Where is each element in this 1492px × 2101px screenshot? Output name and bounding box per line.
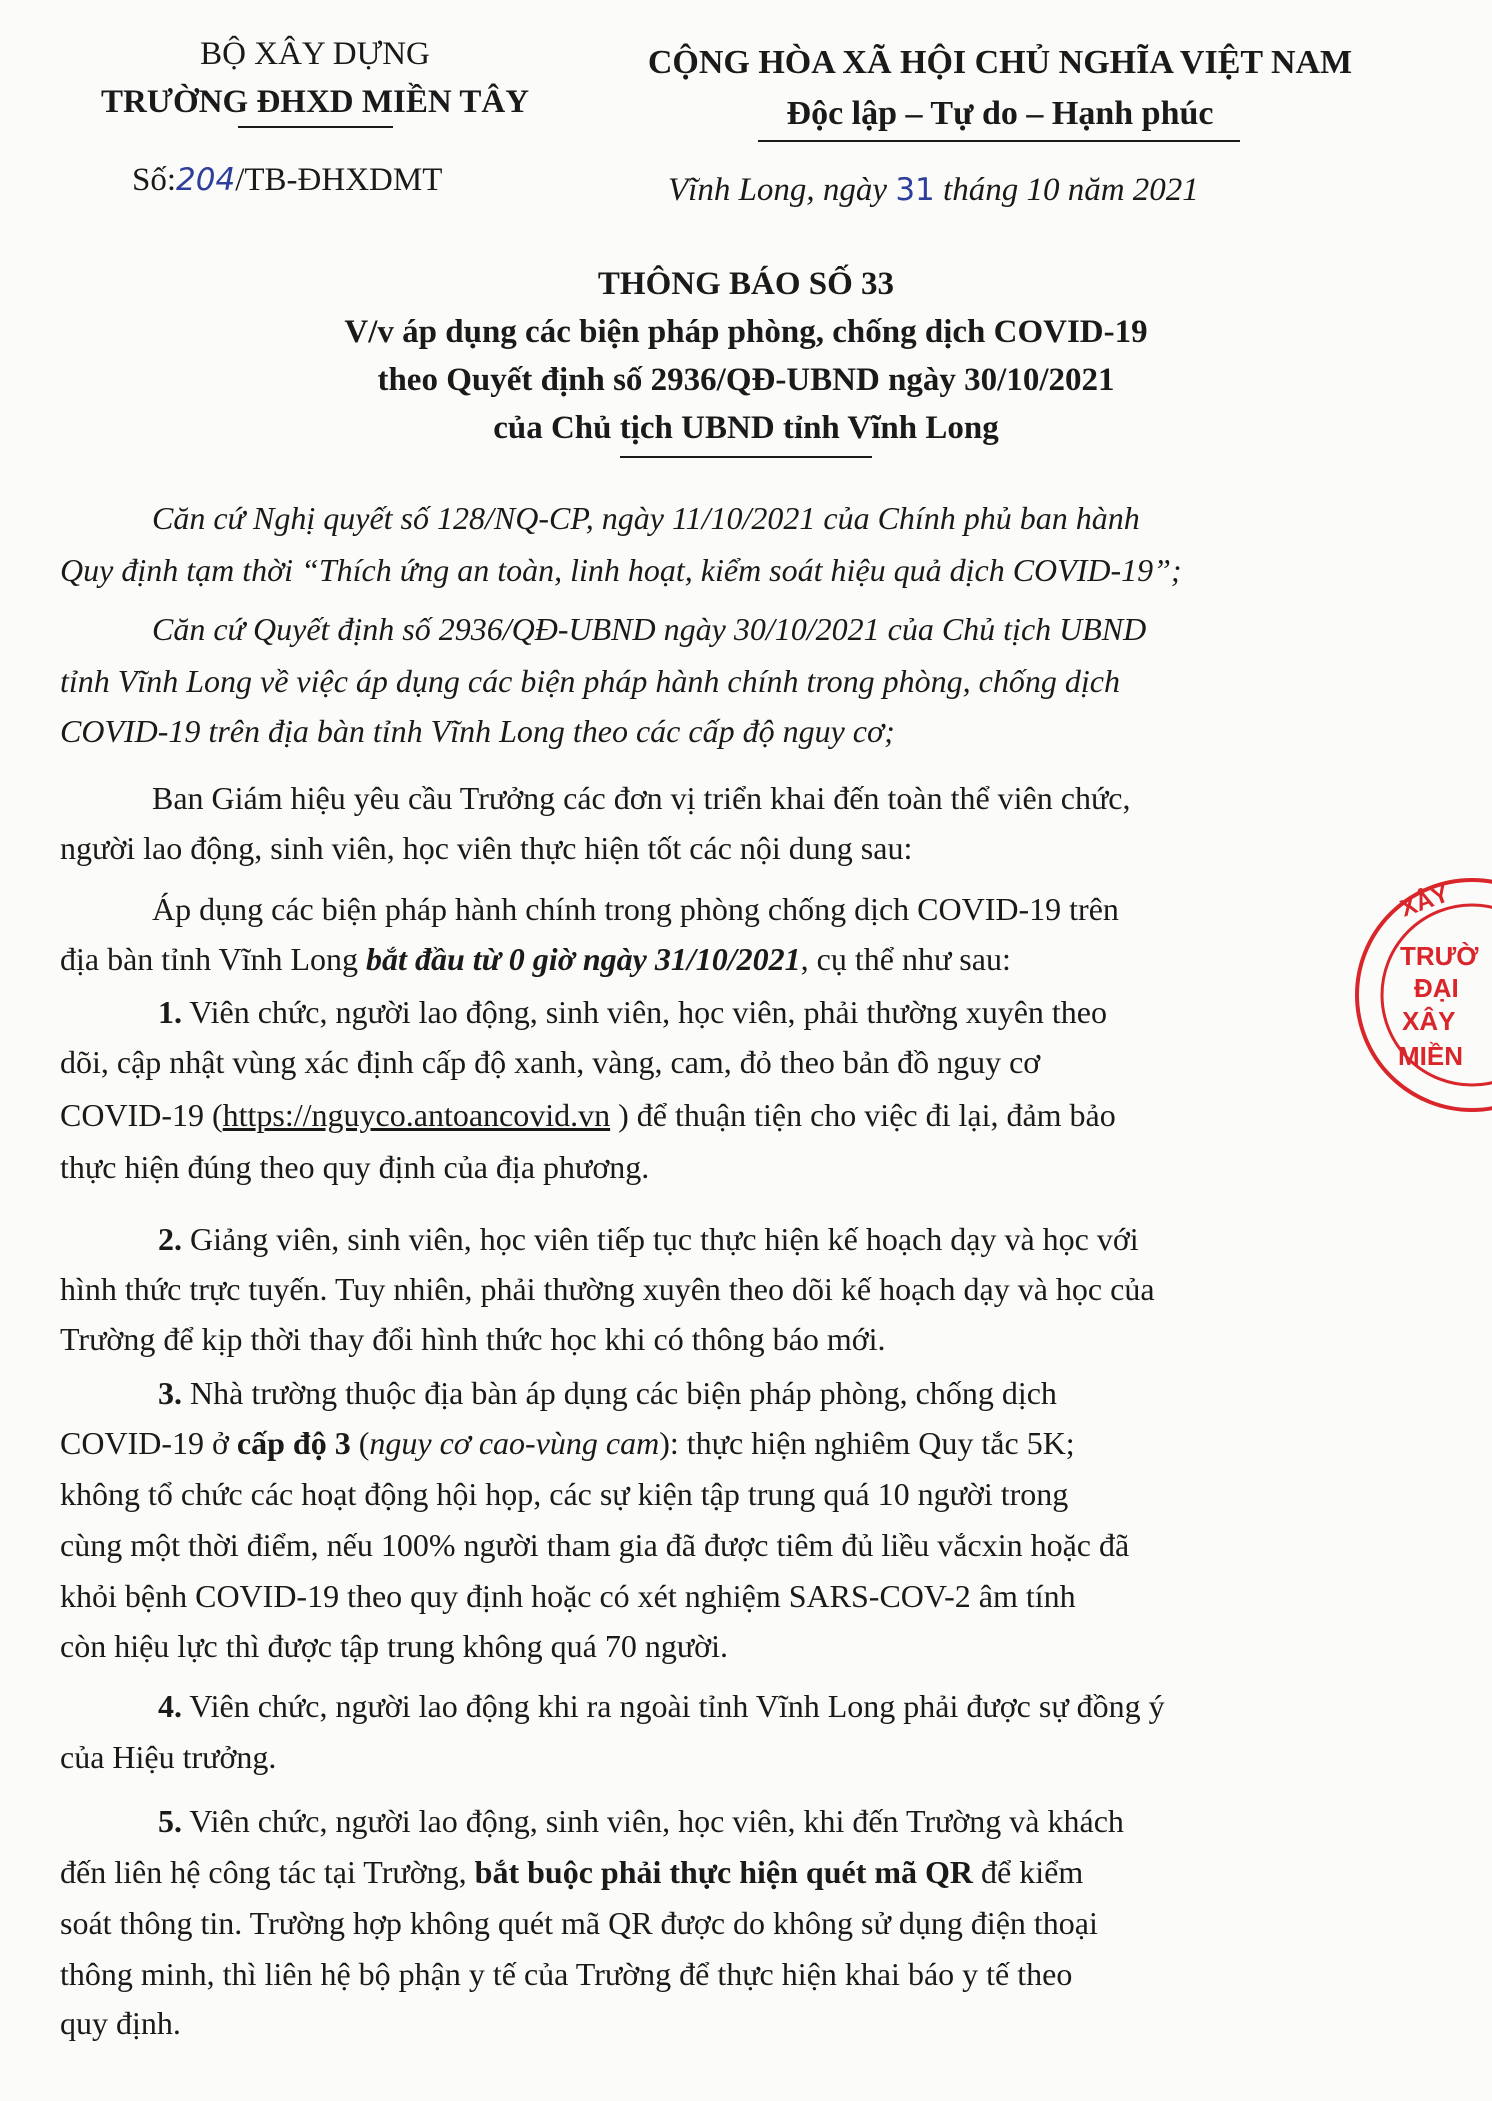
item-2-text: Giảng viên, sinh viên, học viên tiếp tục thực hiện kế hoạch dạy và học với (182, 1221, 1139, 1257)
school-underline (238, 126, 393, 128)
stamp-line-4: MIỀN (1398, 1041, 1463, 1071)
preamble-basis-2-line2: tỉnh Vĩnh Long về việc áp dụng các biện pháp hành chính trong phòng, chống dịch (60, 663, 1120, 699)
stamp-top-text: XÂY (1396, 880, 1453, 923)
item-1-line3 (60, 1097, 1360, 1134)
scope-line2 (60, 941, 1360, 978)
item-3-line2-c: ( (350, 1425, 370, 1461)
date-prefix: Vĩnh Long, ngày (668, 172, 888, 208)
item-5-line1 (60, 1803, 1458, 1840)
item-1-line4: thực hiện đúng theo quy định của địa phương. (60, 1149, 650, 1185)
item-1-line3-b: ) để thuận tiện cho việc đi lại, đảm bảo (610, 1097, 1116, 1133)
item-5-text: Viên chức, người lao động, sinh viên, học viên, khi đến Trường và khách (182, 1803, 1124, 1839)
item-5-line4: thông minh, thì liên hệ bộ phận y tế của Trường để thực hiện khai báo y tế theo (60, 1956, 1073, 1992)
item-3-line2 (60, 1425, 1360, 1462)
request-line2: người lao động, sinh viên, học viên thực hiện tốt các nội dung sau: (60, 830, 913, 866)
risk-zone: nguy cơ cao-vùng cam (369, 1425, 660, 1461)
item-3-number: 3. (158, 1375, 182, 1411)
item-2-line1 (60, 1221, 1458, 1258)
item-3-line1 (60, 1375, 1458, 1412)
item-3-line3: không tổ chức các hoạt động hội họp, các sự kiện tập trung quá 10 người trong (60, 1476, 1069, 1512)
date-suffix: tháng 10 năm 2021 (943, 172, 1199, 208)
item-3-line2-e: ): thực hiện nghiêm Quy tắc 5K; (659, 1425, 1075, 1461)
item-5-line2 (60, 1854, 1360, 1891)
preamble-basis-1-line1: Căn cứ Nghị quyết số 128/NQ-CP, ngày 11/10/2021 của Chính phủ ban hành (152, 500, 1140, 536)
preamble-basis-2-line1: Căn cứ Quyết định số 2936/QĐ-UBND ngày 30/10/2021 của Chủ tịch UBND (152, 611, 1147, 647)
official-stamp (1352, 875, 1492, 1115)
national-motto: Độc lập – Tự do – Hạnh phúc (786, 95, 1214, 132)
item-5-line2-a: đến liên hệ công tác tại Trường, (60, 1854, 475, 1890)
ministry-name: BỘ XÂY DỰNG (200, 36, 430, 72)
item-3-text: Nhà trường thuộc địa bàn áp dụng các biện pháp phòng, chống dịch (182, 1375, 1057, 1411)
title-underline (620, 456, 872, 458)
item-5-line5: quy định. (60, 2005, 181, 2041)
risk-level: cấp độ 3 (236, 1425, 351, 1461)
nguyco-link[interactable]: https://nguyco.antoancovid.vn (222, 1097, 611, 1133)
item-4-line1 (60, 1688, 1458, 1725)
item-5-number: 5. (158, 1803, 182, 1839)
doc-number-handwritten: 204 (176, 162, 236, 198)
doc-number-suffix: /TB-ĐHXDMT (235, 162, 443, 198)
date-day-handwritten: 31 (895, 172, 935, 208)
notice-subject-line3: của Chủ tịch UBND tỉnh Vĩnh Long (493, 410, 999, 446)
stamp-line-2: ĐẠI (1414, 973, 1459, 1003)
item-5-line2-c: để kiểm (973, 1854, 1084, 1890)
item-1-text: Viên chức, người lao động, sinh viên, học viên, phải thường xuyên theo (182, 994, 1107, 1030)
item-3-line2-a: COVID-19 ở (60, 1425, 237, 1461)
stamp-line-3: XÂY (1402, 1006, 1456, 1036)
item-3-line6: còn hiệu lực thì được tập trung không quá 70 người. (60, 1628, 728, 1664)
item-2-number: 2. (158, 1221, 182, 1257)
item-4-number: 4. (158, 1688, 182, 1724)
effective-time: bắt đầu từ 0 giờ ngày 31/10/2021 (366, 941, 801, 977)
stamp-line-1: TRƯỜ (1400, 941, 1479, 971)
doc-number-prefix: Số: (132, 162, 177, 198)
item-4-line2: của Hiệu trưởng. (60, 1739, 277, 1775)
item-2-line2: hình thức trực tuyến. Tuy nhiên, phải thường xuyên theo dõi kế hoạch dạy và học của (60, 1271, 1155, 1307)
item-5-line3: soát thông tin. Trường hợp không quét mã QR được do không sử dụng điện thoại (60, 1905, 1098, 1941)
scope-line1: Áp dụng các biện pháp hành chính trong phòng chống dịch COVID-19 trên (152, 891, 1119, 927)
motto-underline (758, 140, 1240, 142)
place-date (668, 172, 1199, 209)
item-1-number: 1. (158, 994, 182, 1030)
item-1-line2: dõi, cập nhật vùng xác định cấp độ xanh, vàng, cam, đỏ theo bản đồ nguy cơ (60, 1044, 1041, 1080)
request-line1: Ban Giám hiệu yêu cầu Trưởng các đơn vị triển khai đến toàn thể viên chức, (152, 780, 1131, 816)
item-3-line4: cùng một thời điểm, nếu 100% người tham gia đã được tiêm đủ liều vắcxin hoặc đã (60, 1527, 1130, 1563)
item-4-text: Viên chức, người lao động khi ra ngoài tỉnh Vĩnh Long phải được sự đồng ý (182, 1688, 1165, 1724)
preamble-basis-1-line2: Quy định tạm thời “Thích ứng an toàn, linh hoạt, kiểm soát hiệu quả dịch COVID-19”; (60, 552, 1182, 588)
preamble-basis-2-line3: COVID-19 trên địa bàn tỉnh Vĩnh Long theo các cấp độ nguy cơ; (60, 713, 895, 749)
notice-title: THÔNG BÁO SỐ 33 (597, 266, 895, 302)
item-2-line3: Trường để kịp thời thay đổi hình thức học khi có thông báo mới. (60, 1321, 886, 1357)
country-name: CỘNG HÒA XÃ HỘI CHỦ NGHĨA VIỆT NAM (647, 44, 1353, 81)
school-name: TRƯỜNG ĐHXD MIỀN TÂY (100, 84, 530, 120)
notice-subject-line1: V/v áp dụng các biện pháp phòng, chống dịch COVID-19 (344, 314, 1148, 350)
document-number (132, 162, 442, 199)
item-1-line3-a: COVID-19 ( (60, 1097, 223, 1133)
notice-subject-line2: theo Quyết định số 2936/QĐ-UBND ngày 30/10/2021 (377, 362, 1115, 398)
item-1-line1 (60, 994, 1458, 1031)
qr-requirement: bắt buộc phải thực hiện quét mã QR (474, 1854, 974, 1890)
item-3-line5: khỏi bệnh COVID-19 theo quy định hoặc có xét nghiệm SARS-COV-2 âm tính (60, 1578, 1076, 1614)
scope-line2-text-a: địa bàn tỉnh Vĩnh Long (60, 941, 367, 977)
scope-line2-text-c: , cụ thể như sau: (800, 941, 1011, 977)
